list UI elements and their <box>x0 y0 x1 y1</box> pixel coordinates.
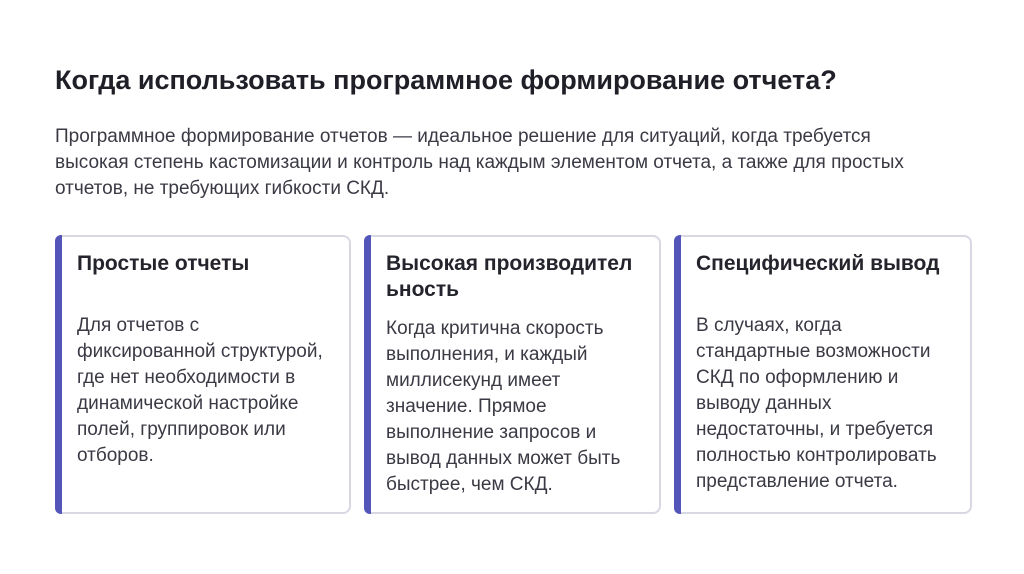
card-text: Когда критична скорость выполнения, и каждый миллисекунд имеет значение. Прямое выполнение запросов и вывод данных может быть быстрее, чем СКД. <box>386 318 621 495</box>
card-accent-bar <box>55 235 62 514</box>
card-text: Для отчетов с фиксированной структурой, где нет необходимости в динамической настройке полей, группировок или отборов. <box>77 315 323 466</box>
card-accent-bar <box>674 235 681 514</box>
card-title: Высокая производительность <box>386 252 633 301</box>
card-text: В случаях, когда стандартные возможности СКД по оформлению и выводу данных недостаточны, и требуется полностью контролировать представление отчета. <box>696 315 937 492</box>
slide-intro: Программное формирование отчетов — идеальное решение для ситуаций, когда требуется высокая степень кастомизации и контроль над каждым элементом отчета, а также для простых отчетов, не требующих гибкости СКД. <box>55 126 904 199</box>
card-specific-output <box>674 235 972 514</box>
card-title: Простые отчеты <box>77 252 250 275</box>
slide-title: Когда использовать программное формирование отчета? <box>55 65 837 95</box>
card-high-performance <box>364 235 661 514</box>
card-title: Специфический вывод <box>696 252 940 275</box>
card-simple-reports <box>55 235 351 514</box>
card-accent-bar <box>364 235 371 514</box>
